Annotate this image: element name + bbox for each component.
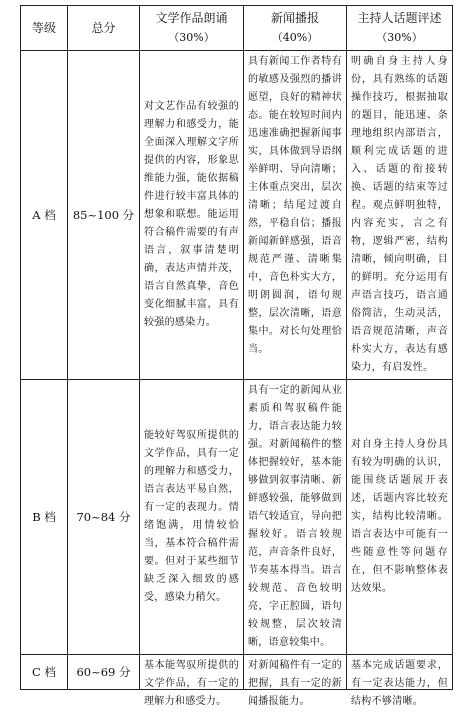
table-row-a [21,51,453,380]
host-text: 基本完成话题要求，有一定表达能力，但结构不够清晰。 [351,660,448,707]
score-label: 60~69 分 [76,665,131,679]
table-row-b [21,380,453,655]
grade-cell [21,655,68,690]
header-literature [140,6,244,51]
host-cell [347,51,453,380]
header-news [244,6,347,51]
news-cell [244,380,347,655]
grade-label: C 档 [32,665,56,679]
score-cell [68,655,140,690]
literature-box [140,655,243,707]
header-total: 总分 [68,6,140,51]
literature-cell [140,380,244,655]
header-host-title: 主持人话题评述 [357,11,442,25]
news-text: 对新闻稿件有一定的把握，具有一定的新闻播报能力。 [248,660,342,707]
host-box [347,655,452,707]
news-box [244,655,346,707]
host-text: 明确自身主持人身份，具有熟练的话题操作技巧，根据抽取的题目，能迅速、条理地组织内部语言，顺利完成话题的进入、话题的衔接转换、话题的结束等过程。观点鲜明独特，内容充实，言之有物，逻辑严密，结构清晰，倾向明确，目的鲜明。充分运用有声语言技巧，语言通俗简洁，生动灵活，语音规范清晰，声音朴实大方，表达有感染力，有启发性。 [351,56,448,373]
news-text: 具有新闻工作者特有的敏感及强烈的播讲愿望，良好的精神状态。能在较短时间内迅速准确把握新闻事实，具体做到导语纲举鲜明、导向清晰；主体重点突出，层次清晰；结尾过渡自然，平稳自信；播报新闻新鲜感强，语音规范严谨、清晰集中，音色朴实大方，明朗圆润，语句规整，层次清晰，语意集中。对长句处理恰当。 [248,56,342,355]
grade-cell: A 档 [21,51,68,380]
header-literature-weight: （30%） [168,31,215,44]
literature-text: 基本能驾驭所提供的文学作品，有一定的理解力和感受力。 [144,660,239,707]
literature-cell [140,51,244,380]
literature-text: 对文艺作品有较强的理解力和感受力，能全面深入理解文字所提供的内容，形象思维能力强，能依据稿件进行较丰富具体的想象和联想。能运用符合稿件需要的有声语言，叙事清楚明确，表达声情并茂，语言自然真挚，音色变化细腻丰富，具有较强的感染力。 [144,101,239,328]
news-cell [244,51,347,380]
header-row [21,6,453,51]
grade-cell: B 档 [21,380,68,655]
header-news-weight: （40%） [271,31,319,44]
header-news-title: 新闻播报 [270,11,319,25]
score-cell: 70~84 分 [68,380,140,655]
literature-text: 能较好驾驭所提供的文学作品，具有一定的理解力和感受力，语言表达平易自然，有一定的表现力。情绪饱满，用情较恰当，基本符合稿件需要。但对于某些细节缺乏深入细致的感受，感染力稍欠。 [144,430,239,603]
host-text: 对自身主持人身份具有较为明确的认识，能围绕话题展开表述，话题内容比较充实，结构比较清晰。语言表达中可能有一些随意性等问题存在，但不影响整体表达效果。 [351,439,448,594]
host-cell [347,655,453,707]
header-literature-title: 文学作品朗诵 [155,11,228,25]
table-row-c [21,655,453,690]
score-cell: 85~100 分 [68,51,140,380]
host-cell [347,380,453,655]
scoring-table [20,5,453,707]
header-host-weight: （30%） [376,31,423,44]
score-box [68,655,139,689]
grade-box [21,655,67,689]
news-cell [244,655,347,707]
news-text: 具有一定的新闻从业素质和驾驭稿件能力，语言表达能力较强。对新闻稿件的整体把握较好，基本能够做到叙事清晰、新鲜感较强，能够做到语气较适宜，导向把握较好。语言较规范，声音条件良好，节奏基本得当。语言较规范、音色较明亮，字正腔圆，语句较规整，层次较清晰，语意较集中。 [248,385,342,648]
literature-cell [140,655,244,707]
header-grade: 等级 [21,6,68,51]
header-host [347,6,453,51]
